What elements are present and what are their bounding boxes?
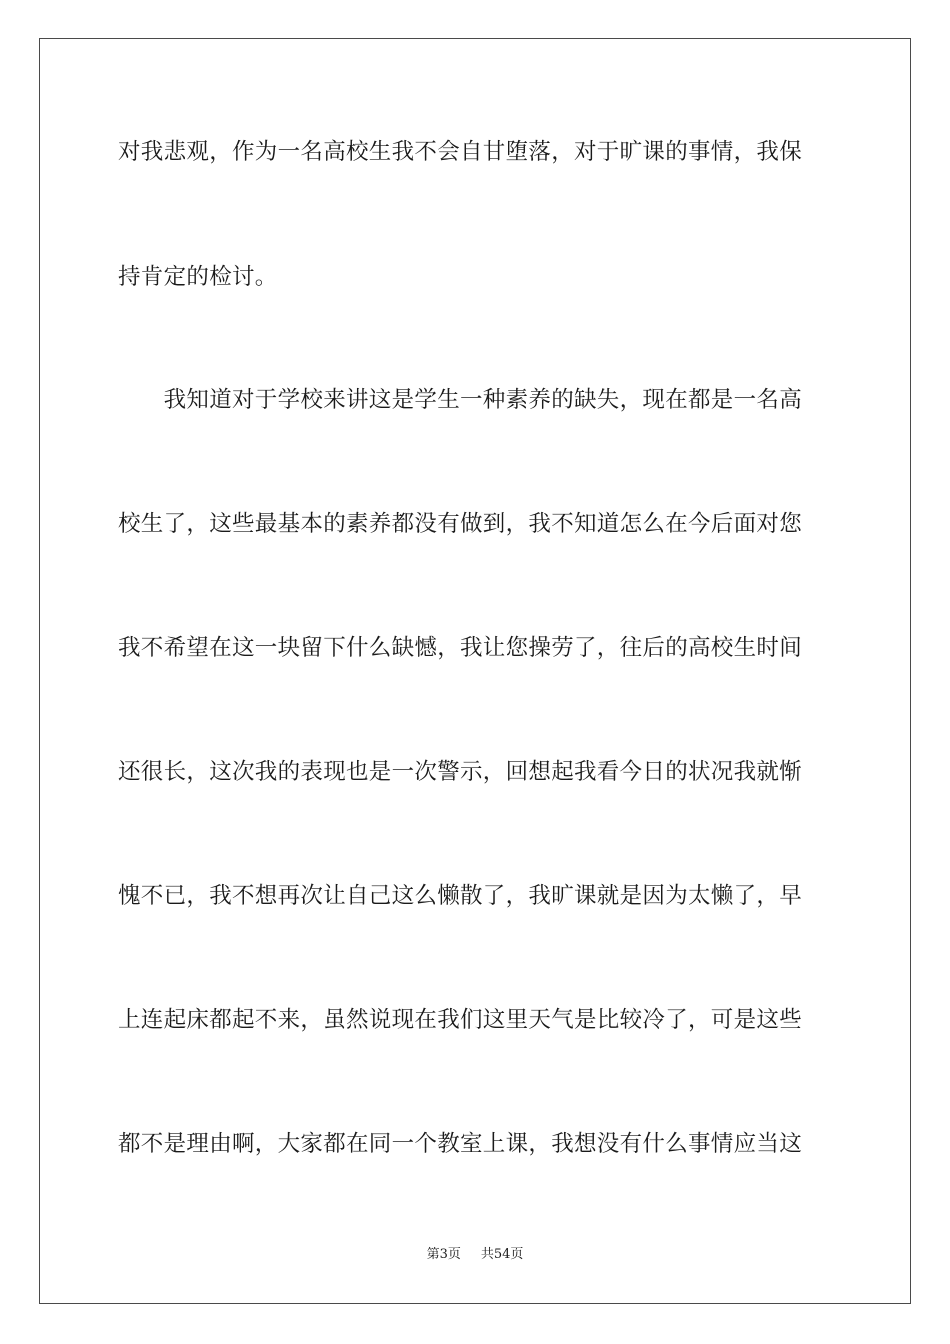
text-line-8: 上连起床都起不来，虽然说现在我们这里天气是比较冷了，可是这些 <box>118 1007 803 1033</box>
text-line-7: 愧不已，我不想再次让自己这么懒散了，我旷课就是因为太懒了，早 <box>118 883 803 909</box>
text-line-1: 对我悲观，作为一名高校生我不会自甘堕落，对于旷课的事情，我保 <box>118 139 803 165</box>
text-line-3: 我知道对于学校来讲这是学生一种素养的缺失，现在都是一名高 <box>118 387 803 413</box>
text-line-9: 都不是理由啊，大家都在同一个教室上课，我想没有什么事情应当这 <box>118 1131 803 1157</box>
text-line-2: 持肯定的检讨。 <box>118 264 278 290</box>
page-footer <box>0 1246 950 1264</box>
text-line-5: 我不希望在这一块留下什么缺憾，我让您操劳了，往后的高校生时间 <box>118 635 803 661</box>
page-border <box>39 38 911 1304</box>
current-page-label: 第3页 <box>426 1247 461 1262</box>
text-line-4: 校生了，这些最基本的素养都没有做到，我不知道怎么在今后面对您 <box>118 511 803 537</box>
text-line-6: 还很长，这次我的表现也是一次警示，回想起我看今日的状况我就惭 <box>118 759 803 785</box>
total-pages-label: 共54页 <box>480 1247 524 1262</box>
